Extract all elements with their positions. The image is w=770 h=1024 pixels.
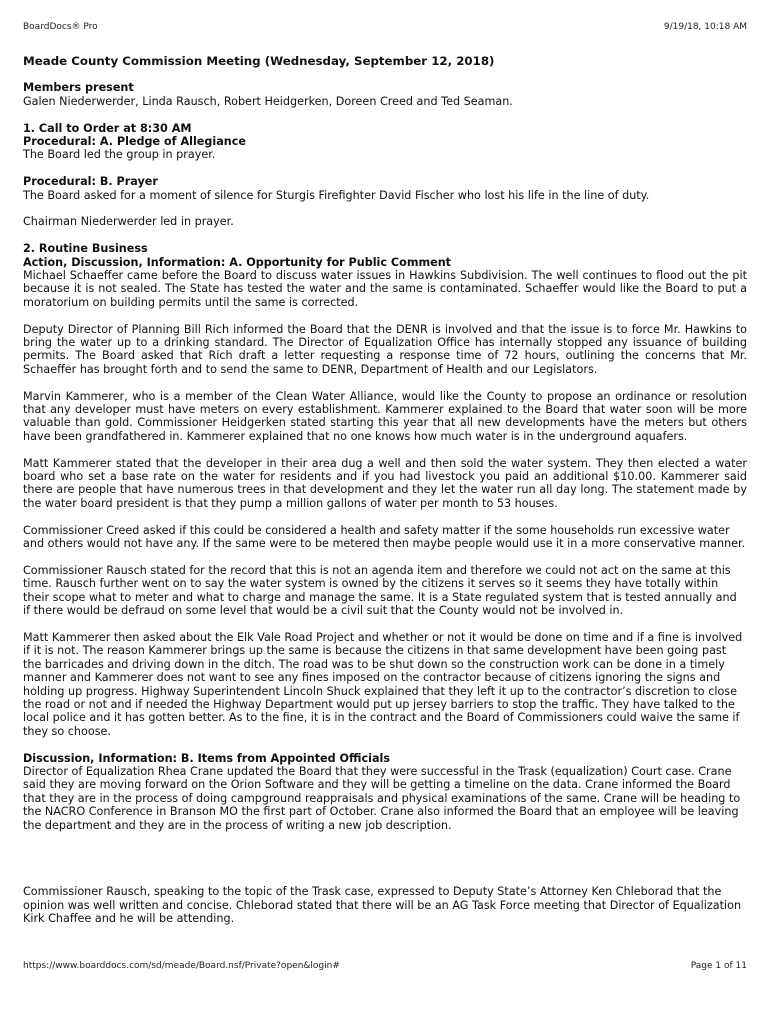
call-to-order-section	[23, 122, 747, 162]
prayer-text-1: The Board asked for a moment of silence for Sturgis Firefighter David Fischer who lost his life in the line of duty.	[23, 188, 650, 202]
spacer	[23, 845, 747, 885]
page-header	[23, 22, 747, 32]
prayer-text-2: Chairman Niederwerder led in prayer.	[23, 215, 234, 229]
prayer-heading: Procedural: B. Prayer	[23, 175, 158, 189]
paragraph: Commissioner Rausch stated for the record that this is not an agenda item and therefore we could not act on the same at this time. Rausch further went on to say the water system is owned by the citizens it serves so it seems they have totally within their scope what to meter and what to charge and manage the same. It is a State regulated system that is tested annually and if there would be defraud on some level that would be a civil suit that the County would not be involved in.	[23, 563, 737, 618]
members-text: Galen Niederwerder, Linda Rausch, Robert Heidgerken, Doreen Creed and Ted Seaman.	[23, 94, 513, 108]
paragraph: Commissioner Rausch, speaking to the topic of the Trask case, expressed to Deputy State’s Attorney Ken Chleborad that the opinion was well written and concise. Chleborad stated that there will be an AG Task Force meeting that Director of Equalization Kirk Chaffee and he will be attending.	[23, 885, 742, 926]
appointed-officials-section	[23, 752, 747, 926]
members-heading: Members present	[23, 81, 134, 95]
pledge-heading: Procedural: A. Pledge of Allegiance	[23, 135, 246, 149]
call-to-order-heading: 1. Call to Order at 8:30 AM	[23, 121, 192, 135]
print-datetime: 9/19/18, 10:18 AM	[663, 22, 747, 32]
paragraph: Michael Schaeffer came before the Board to discuss water issues in Hawkins Subdivision. The well continues to flood out the pit because it is not sealed. The State has tested the water and the same is contaminated. Schaeffer would like the Board to put a moratorium on building permits until the same is corrected.	[23, 269, 747, 309]
routine-business-heading: 2. Routine Business	[23, 242, 148, 256]
page-number: Page 1 of 11	[690, 961, 747, 971]
document-body	[23, 55, 747, 939]
app-name: BoardDocs® Pro	[23, 22, 98, 32]
routine-business-section	[23, 242, 747, 738]
prayer-section	[23, 175, 747, 229]
public-comment-heading: Action, Discussion, Information: A. Opportunity for Public Comment	[23, 255, 452, 269]
pledge-text: The Board led the group in prayer.	[23, 148, 216, 162]
paragraph: Deputy Director of Planning Bill Rich informed the Board that the DENR is involved and that the issue is to force Mr. Hawkins to bring the water up to a drinking standard. The Director of Equalization Office has internally stopped any issuance of building permits. The Board asked that Rich draft a letter requesting a response time of 72 hours, outlining the concerns that Mr. Schaeffer has brought forth and to send the same to DENR, Department of Health and our Legislators.	[23, 322, 747, 376]
paragraph: Marvin Kammerer, who is a member of the Clean Water Alliance, would like the County to propose an ordinance or resolution that any developer must have meters on every establishment. Kammerer explained to the Board that water soon will be more valuable than gold. Commissioner Heidgerken stated starting this year that all new developments have the meters but others have been grandfathered in. Kammerer explained that no one knows how much water is in the underground aquafers.	[23, 389, 747, 443]
paragraph: Matt Kammerer then asked about the Elk Vale Road Project and whether or not it would be done on time and if a fine is involved if it is not. The reason Kammerer brings up the same is because the citizens in that same development have been going past the barricades and driving down in the ditch. The road was to be shut down so the construction work can be done in a timely manner and Kammerer does not want to see any fines imposed on the contractor because of citizens ignoring the signs and holding up progress. Highway Superintendent Lincoln Shuck explained that they left it up to the contractor’s discretion to close the road or not and if needed the Highway Department would put up jersey barriers to stop the traffic. They have talked to the local police and it has gotten better. As to the fine, it is in the contract and the Board of Commissioners could waive the same if they so choose.	[23, 630, 743, 738]
page-title: Meade County Commission Meeting (Wednesday, September 12, 2018)	[23, 54, 495, 68]
appointed-officials-heading: Discussion, Information: B. Items from Appointed Officials	[23, 751, 391, 765]
page-footer	[23, 961, 747, 971]
page-url: https://www.boarddocs.com/sd/meade/Board.nsf/Private?open&login#	[23, 961, 340, 971]
paragraph: Matt Kammerer stated that the developer in their area dug a well and then sold the water system. They then elected a water board who set a base rate on the water for residents and if you had livestock you paid an additional $10.00. Kammerer said there are people that have numerous trees in that development and they let the water run all day long. The statement made by the water board president is that they pump a million gallons of water per month to 53 houses.	[23, 456, 747, 510]
paragraph: Director of Equalization Rhea Crane updated the Board that they were successful in the Trask (equalization) Court case. Crane said they are moving forward on the Orion Software and they will be getting a timeline on the data. Crane informed the Board that they are in the process of doing campground reappraisals and physical examinations of the same. Crane will be heading to the NACRO Conference in Branson MO the first part of October. Crane also informed the Board that an employee will be leaving the department and they are in the process of writing a new job description.	[23, 764, 741, 832]
paragraph: Commissioner Creed asked if this could be considered a health and safety matter if the some households run excessive water and others would not have any. If the same were to be metered then maybe people would use it in a more conservative manner.	[23, 523, 746, 551]
members-section	[23, 81, 747, 108]
